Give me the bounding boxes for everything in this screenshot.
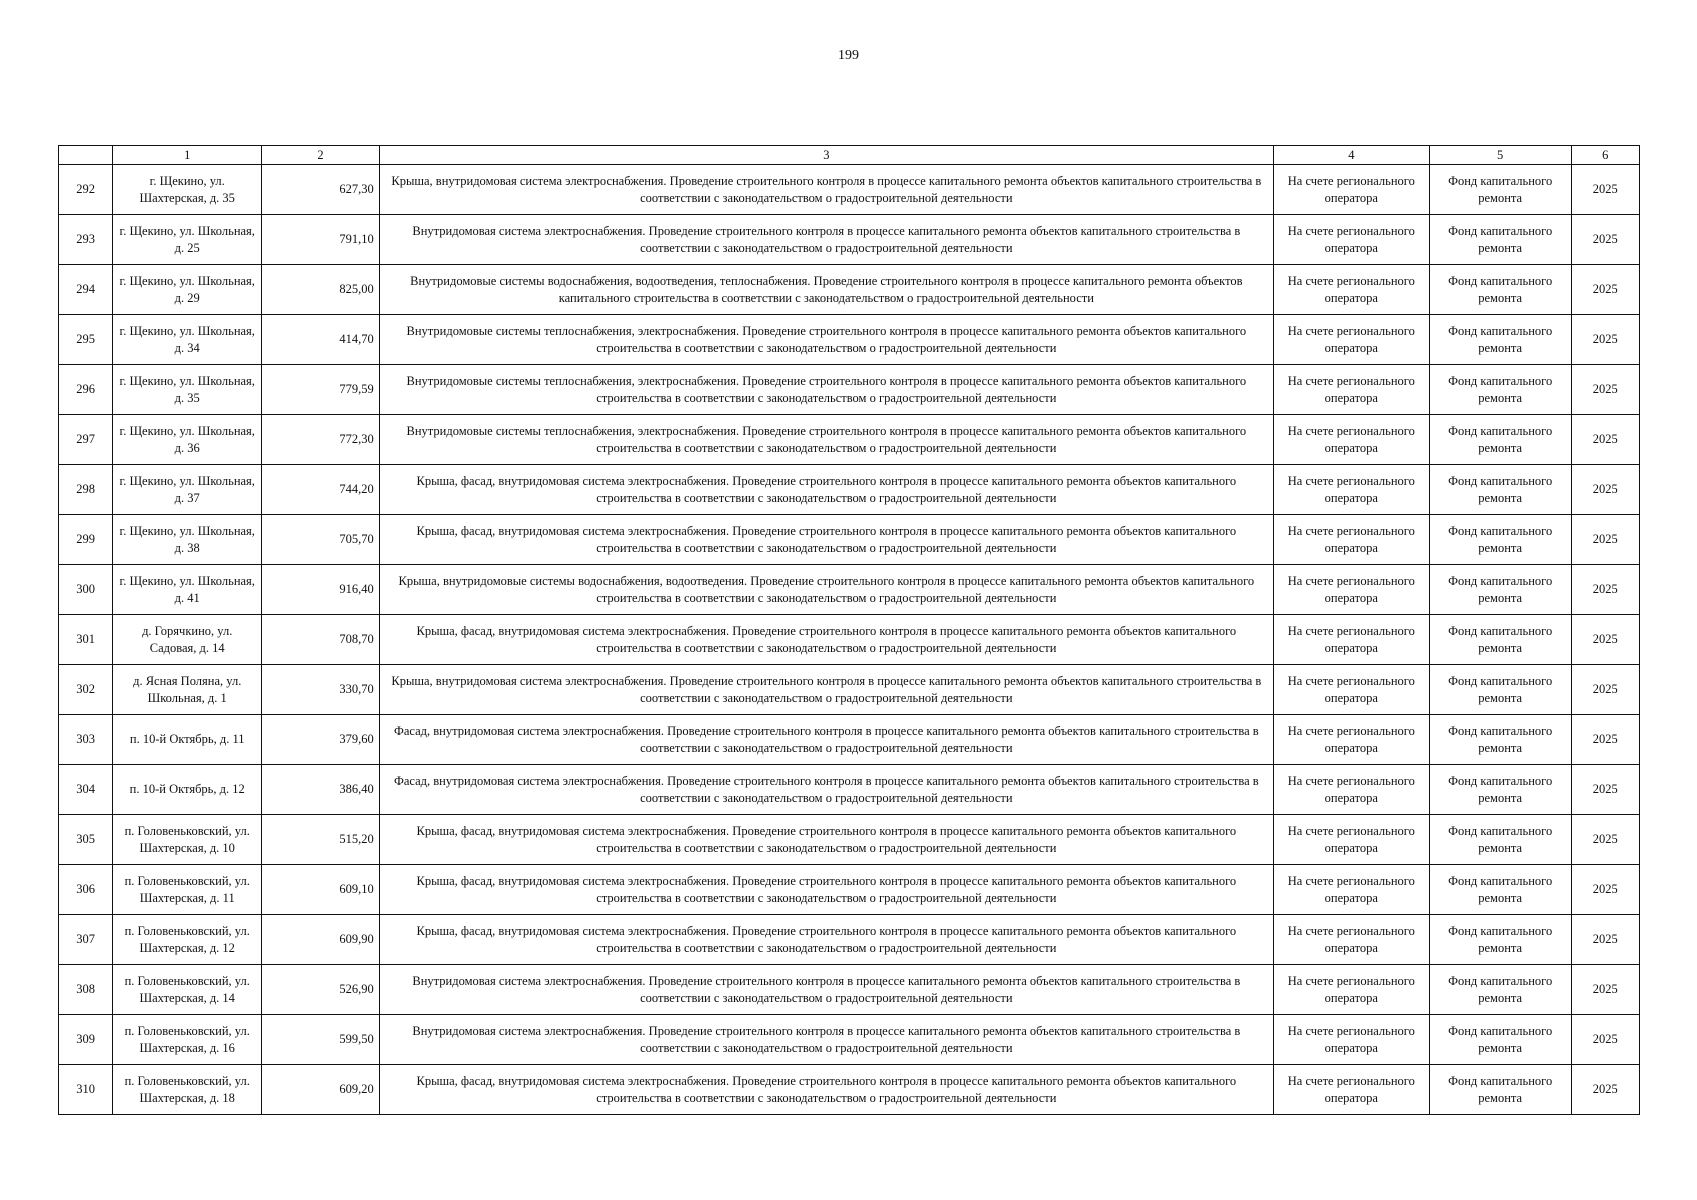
works-cell: Внутридомовые системы теплоснабжения, электроснабжения. Проведение строительного контроля в процессе капитального ремонта объектов капитального строительства в соответствии с законодательством о градостроительной деятельности bbox=[379, 415, 1273, 465]
header-cell-3: 3 bbox=[379, 146, 1273, 165]
address-cell: д. Ясная Поляна, ул. Школьная, д. 1 bbox=[113, 665, 262, 715]
address-cell: п. 10-й Октябрь, д. 11 bbox=[113, 715, 262, 765]
table-row bbox=[59, 215, 1640, 265]
row-number-cell: 308 bbox=[59, 965, 113, 1015]
works-cell: Крыша, фасад, внутридомовая система электроснабжения. Проведение строительного контроля в процессе капитального ремонта объектов капитального строительства в соответствии с законодательством о градостроительной деятельности bbox=[379, 515, 1273, 565]
row-number-cell: 300 bbox=[59, 565, 113, 615]
address-cell: д. Горячкино, ул. Садовая, д. 14 bbox=[113, 615, 262, 665]
account-cell: На счете регионального оператора bbox=[1273, 365, 1429, 415]
page-number: 199 bbox=[838, 48, 859, 63]
funding-source-cell: Фонд капитального ремонта bbox=[1429, 615, 1571, 665]
year-cell: 2025 bbox=[1571, 465, 1639, 515]
area-cell: 609,10 bbox=[262, 865, 380, 915]
funding-source-cell: Фонд капитального ремонта bbox=[1429, 365, 1571, 415]
address-cell: п. Головеньковский, ул. Шахтерская, д. 18 bbox=[113, 1065, 262, 1115]
area-cell: 414,70 bbox=[262, 315, 380, 365]
row-number-cell: 294 bbox=[59, 265, 113, 315]
works-cell: Внутридомовая система электроснабжения. Проведение строительного контроля в процессе капитального ремонта объектов капитального строительства в соответствии с законодательством о градостроительной деятельности bbox=[379, 215, 1273, 265]
row-number-cell: 309 bbox=[59, 1015, 113, 1065]
table-row bbox=[59, 865, 1640, 915]
area-cell: 744,20 bbox=[262, 465, 380, 515]
table-row bbox=[59, 615, 1640, 665]
funding-source-cell: Фонд капитального ремонта bbox=[1429, 265, 1571, 315]
area-cell: 779,59 bbox=[262, 365, 380, 415]
funding-source-cell: Фонд капитального ремонта bbox=[1429, 315, 1571, 365]
area-cell: 791,10 bbox=[262, 215, 380, 265]
row-number-cell: 304 bbox=[59, 765, 113, 815]
row-number-cell: 302 bbox=[59, 665, 113, 715]
year-cell: 2025 bbox=[1571, 265, 1639, 315]
year-cell: 2025 bbox=[1571, 315, 1639, 365]
funding-source-cell: Фонд капитального ремонта bbox=[1429, 215, 1571, 265]
funding-source-cell: Фонд капитального ремонта bbox=[1429, 815, 1571, 865]
address-cell: п. Головеньковский, ул. Шахтерская, д. 14 bbox=[113, 965, 262, 1015]
funding-source-cell: Фонд капитального ремонта bbox=[1429, 715, 1571, 765]
works-cell: Внутридомовая система электроснабжения. Проведение строительного контроля в процессе капитального ремонта объектов капитального строительства в соответствии с законодательством о градостроительной деятельности bbox=[379, 1015, 1273, 1065]
table-row bbox=[59, 1015, 1640, 1065]
year-cell: 2025 bbox=[1571, 615, 1639, 665]
funding-source-cell: Фонд капитального ремонта bbox=[1429, 965, 1571, 1015]
row-number-cell: 301 bbox=[59, 615, 113, 665]
header-cell-5: 5 bbox=[1429, 146, 1571, 165]
account-cell: На счете регионального оператора bbox=[1273, 865, 1429, 915]
area-cell: 916,40 bbox=[262, 565, 380, 615]
funding-source-cell: Фонд капитального ремонта bbox=[1429, 415, 1571, 465]
year-cell: 2025 bbox=[1571, 215, 1639, 265]
address-cell: г. Щекино, ул. Школьная, д. 41 bbox=[113, 565, 262, 615]
funding-source-cell: Фонд капитального ремонта bbox=[1429, 165, 1571, 215]
row-number-cell: 298 bbox=[59, 465, 113, 515]
address-cell: п. 10-й Октябрь, д. 12 bbox=[113, 765, 262, 815]
works-cell: Крыша, внутридомовые системы водоснабжения, водоотведения. Проведение строительного контроля в процессе капитального ремонта объектов капитального строительства в соответствии с законодательством о градостроительной деятельности bbox=[379, 565, 1273, 615]
area-cell: 609,90 bbox=[262, 915, 380, 965]
works-cell: Крыша, фасад, внутридомовая система электроснабжения. Проведение строительного контроля в процессе капитального ремонта объектов капитального строительства в соответствии с законодательством о градостроительной деятельности bbox=[379, 815, 1273, 865]
account-cell: На счете регионального оператора bbox=[1273, 615, 1429, 665]
year-cell: 2025 bbox=[1571, 1015, 1639, 1065]
row-number-cell: 306 bbox=[59, 865, 113, 915]
year-cell: 2025 bbox=[1571, 715, 1639, 765]
table-row bbox=[59, 365, 1640, 415]
funding-source-cell: Фонд капитального ремонта bbox=[1429, 765, 1571, 815]
table-row bbox=[59, 315, 1640, 365]
address-cell: п. Головеньковский, ул. Шахтерская, д. 16 bbox=[113, 1015, 262, 1065]
header-cell-1: 1 bbox=[113, 146, 262, 165]
works-cell: Крыша, фасад, внутридомовая система электроснабжения. Проведение строительного контроля в процессе капитального ремонта объектов капитального строительства в соответствии с законодательством о градостроительной деятельности bbox=[379, 465, 1273, 515]
account-cell: На счете регионального оператора bbox=[1273, 965, 1429, 1015]
year-cell: 2025 bbox=[1571, 515, 1639, 565]
table-row bbox=[59, 565, 1640, 615]
account-cell: На счете регионального оператора bbox=[1273, 815, 1429, 865]
works-cell: Фасад, внутридомовая система электроснабжения. Проведение строительного контроля в процессе капитального ремонта объектов капитального строительства в соответствии с законодательством о градостроительной деятельности bbox=[379, 715, 1273, 765]
funding-source-cell: Фонд капитального ремонта bbox=[1429, 1015, 1571, 1065]
address-cell: г. Щекино, ул. Школьная, д. 37 bbox=[113, 465, 262, 515]
year-cell: 2025 bbox=[1571, 865, 1639, 915]
area-cell: 825,00 bbox=[262, 265, 380, 315]
row-number-cell: 292 bbox=[59, 165, 113, 215]
area-cell: 609,20 bbox=[262, 1065, 380, 1115]
account-cell: На счете регионального оператора bbox=[1273, 915, 1429, 965]
account-cell: На счете регионального оператора bbox=[1273, 515, 1429, 565]
works-cell: Внутридомовые системы теплоснабжения, электроснабжения. Проведение строительного контроля в процессе капитального ремонта объектов капитального строительства в соответствии с законодательством о градостроительной деятельности bbox=[379, 315, 1273, 365]
year-cell: 2025 bbox=[1571, 365, 1639, 415]
table-row bbox=[59, 965, 1640, 1015]
area-cell: 379,60 bbox=[262, 715, 380, 765]
table-row bbox=[59, 715, 1640, 765]
account-cell: На счете регионального оператора bbox=[1273, 1015, 1429, 1065]
year-cell: 2025 bbox=[1571, 1065, 1639, 1115]
header-cell-6: 6 bbox=[1571, 146, 1639, 165]
year-cell: 2025 bbox=[1571, 815, 1639, 865]
works-cell: Внутридомовые системы водоснабжения, водоотведения, теплоснабжения. Проведение строительного контроля в процессе капитального ремонта объектов капитального строительства в соответствии с законодательством о градостроительной деятельности bbox=[379, 265, 1273, 315]
area-cell: 515,20 bbox=[262, 815, 380, 865]
year-cell: 2025 bbox=[1571, 415, 1639, 465]
account-cell: На счете регионального оператора bbox=[1273, 665, 1429, 715]
funding-source-cell: Фонд капитального ремонта bbox=[1429, 1065, 1571, 1115]
area-cell: 708,70 bbox=[262, 615, 380, 665]
row-number-cell: 307 bbox=[59, 915, 113, 965]
address-cell: п. Головеньковский, ул. Шахтерская, д. 10 bbox=[113, 815, 262, 865]
table-row bbox=[59, 465, 1640, 515]
works-cell: Внутридомовые системы теплоснабжения, электроснабжения. Проведение строительного контроля в процессе капитального ремонта объектов капитального строительства в соответствии с законодательством о градостроительной деятельности bbox=[379, 365, 1273, 415]
row-number-cell: 310 bbox=[59, 1065, 113, 1115]
table-row bbox=[59, 915, 1640, 965]
table-row bbox=[59, 1065, 1640, 1115]
funding-source-cell: Фонд капитального ремонта bbox=[1429, 515, 1571, 565]
account-cell: На счете регионального оператора bbox=[1273, 1065, 1429, 1115]
address-cell: г. Щекино, ул. Школьная, д. 25 bbox=[113, 215, 262, 265]
funding-source-cell: Фонд капитального ремонта bbox=[1429, 465, 1571, 515]
area-cell: 705,70 bbox=[262, 515, 380, 565]
account-cell: На счете регионального оператора bbox=[1273, 165, 1429, 215]
account-cell: На счете регионального оператора bbox=[1273, 265, 1429, 315]
row-number-cell: 297 bbox=[59, 415, 113, 465]
address-cell: г. Щекино, ул. Школьная, д. 35 bbox=[113, 365, 262, 415]
address-cell: г. Щекино, ул. Школьная, д. 29 bbox=[113, 265, 262, 315]
area-cell: 772,30 bbox=[262, 415, 380, 465]
funding-source-cell: Фонд капитального ремонта bbox=[1429, 565, 1571, 615]
funding-source-cell: Фонд капитального ремонта bbox=[1429, 915, 1571, 965]
works-cell: Крыша, фасад, внутридомовая система электроснабжения. Проведение строительного контроля в процессе капитального ремонта объектов капитального строительства в соответствии с законодательством о градостроительной деятельности bbox=[379, 915, 1273, 965]
works-cell: Крыша, внутридомовая система электроснабжения. Проведение строительного контроля в процессе капитального ремонта объектов капитального строительства в соответствии с законодательством о градостроительной деятельности bbox=[379, 165, 1273, 215]
year-cell: 2025 bbox=[1571, 665, 1639, 715]
row-number-cell: 293 bbox=[59, 215, 113, 265]
header-row bbox=[59, 146, 1640, 165]
year-cell: 2025 bbox=[1571, 915, 1639, 965]
account-cell: На счете регионального оператора bbox=[1273, 415, 1429, 465]
capital-repair-table bbox=[58, 145, 1640, 1115]
area-cell: 386,40 bbox=[262, 765, 380, 815]
table-row bbox=[59, 165, 1640, 215]
area-cell: 330,70 bbox=[262, 665, 380, 715]
works-cell: Крыша, фасад, внутридомовая система электроснабжения. Проведение строительного контроля в процессе капитального ремонта объектов капитального строительства в соответствии с законодательством о градостроительной деятельности bbox=[379, 615, 1273, 665]
area-cell: 627,30 bbox=[262, 165, 380, 215]
account-cell: На счете регионального оператора bbox=[1273, 565, 1429, 615]
year-cell: 2025 bbox=[1571, 565, 1639, 615]
account-cell: На счете регионального оператора bbox=[1273, 465, 1429, 515]
table-row bbox=[59, 815, 1640, 865]
works-cell: Крыша, фасад, внутридомовая система электроснабжения. Проведение строительного контроля в процессе капитального ремонта объектов капитального строительства в соответствии с законодательством о градостроительной деятельности bbox=[379, 1065, 1273, 1115]
table-body bbox=[59, 165, 1640, 1115]
table-header bbox=[59, 146, 1640, 165]
area-cell: 526,90 bbox=[262, 965, 380, 1015]
table-row bbox=[59, 665, 1640, 715]
works-cell: Внутридомовая система электроснабжения. Проведение строительного контроля в процессе капитального ремонта объектов капитального строительства в соответствии с законодательством о градостроительной деятельности bbox=[379, 965, 1273, 1015]
row-number-cell: 303 bbox=[59, 715, 113, 765]
funding-source-cell: Фонд капитального ремонта bbox=[1429, 665, 1571, 715]
row-number-cell: 295 bbox=[59, 315, 113, 365]
row-number-cell: 299 bbox=[59, 515, 113, 565]
account-cell: На счете регионального оператора bbox=[1273, 715, 1429, 765]
account-cell: На счете регионального оператора bbox=[1273, 765, 1429, 815]
year-cell: 2025 bbox=[1571, 765, 1639, 815]
account-cell: На счете регионального оператора bbox=[1273, 215, 1429, 265]
account-cell: На счете регионального оператора bbox=[1273, 315, 1429, 365]
address-cell: п. Головеньковский, ул. Шахтерская, д. 11 bbox=[113, 865, 262, 915]
header-cell-number bbox=[59, 146, 113, 165]
address-cell: г. Щекино, ул. Школьная, д. 38 bbox=[113, 515, 262, 565]
table-row bbox=[59, 415, 1640, 465]
works-cell: Крыша, внутридомовая система электроснабжения. Проведение строительного контроля в процессе капитального ремонта объектов капитального строительства в соответствии с законодательством о градостроительной деятельности bbox=[379, 665, 1273, 715]
table-row bbox=[59, 515, 1640, 565]
address-cell: г. Щекино, ул. Школьная, д. 36 bbox=[113, 415, 262, 465]
table-row bbox=[59, 765, 1640, 815]
works-cell: Крыша, фасад, внутридомовая система электроснабжения. Проведение строительного контроля в процессе капитального ремонта объектов капитального строительства в соответствии с законодательством о градостроительной деятельности bbox=[379, 865, 1273, 915]
header-cell-4: 4 bbox=[1273, 146, 1429, 165]
address-cell: г. Щекино, ул. Школьная, д. 34 bbox=[113, 315, 262, 365]
works-cell: Фасад, внутридомовая система электроснабжения. Проведение строительного контроля в процессе капитального ремонта объектов капитального строительства в соответствии с законодательством о градостроительной деятельности bbox=[379, 765, 1273, 815]
row-number-cell: 305 bbox=[59, 815, 113, 865]
area-cell: 599,50 bbox=[262, 1015, 380, 1065]
address-cell: г. Щекино, ул. Шахтерская, д. 35 bbox=[113, 165, 262, 215]
table-row bbox=[59, 265, 1640, 315]
year-cell: 2025 bbox=[1571, 165, 1639, 215]
year-cell: 2025 bbox=[1571, 965, 1639, 1015]
row-number-cell: 296 bbox=[59, 365, 113, 415]
funding-source-cell: Фонд капитального ремонта bbox=[1429, 865, 1571, 915]
address-cell: п. Головеньковский, ул. Шахтерская, д. 12 bbox=[113, 915, 262, 965]
header-cell-2: 2 bbox=[262, 146, 380, 165]
